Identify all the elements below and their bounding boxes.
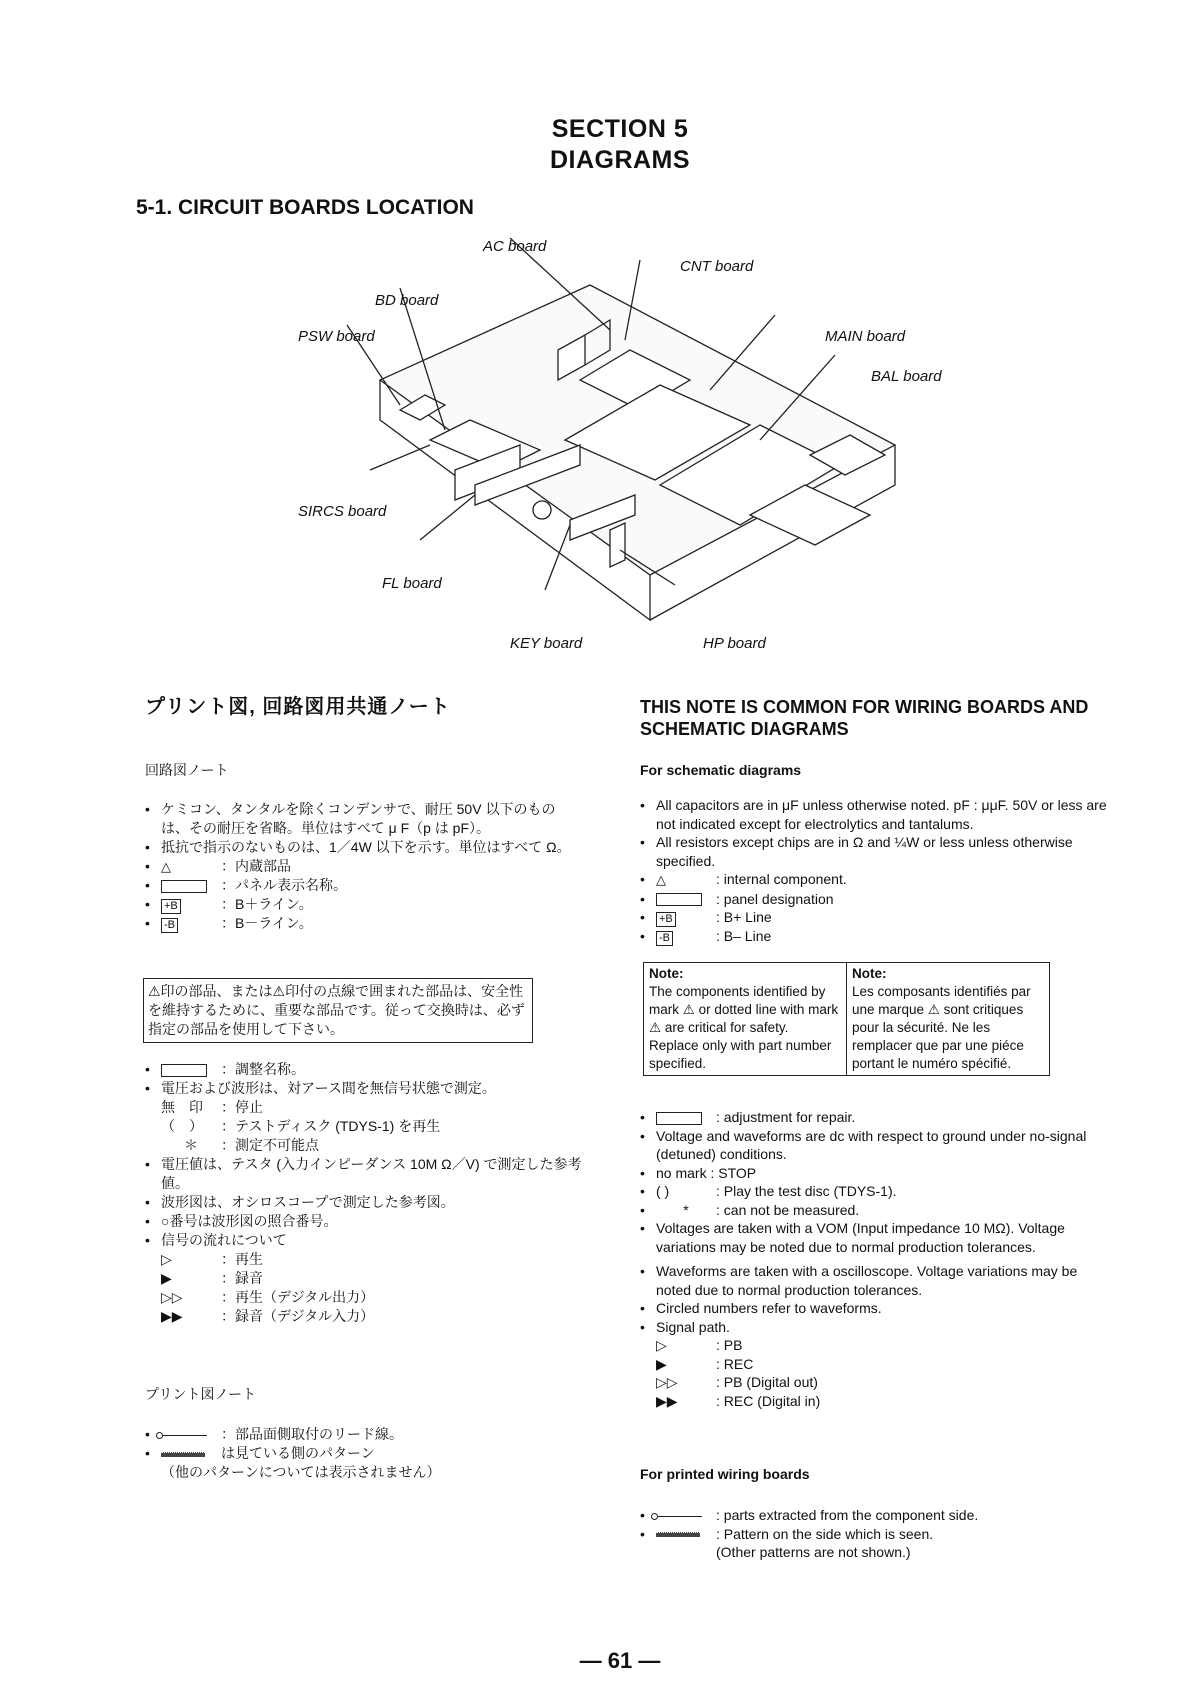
en-schematic-notes bbox=[640, 796, 1110, 946]
en-note-osc: • Waveforms are taken with a oscilloscope. Voltage variations may be noted due to normal production tolerances. bbox=[640, 1262, 1110, 1299]
section-title: DIAGRAMS bbox=[549, 146, 691, 174]
jp-note-voltage-tester: • 電圧値は、テスタ (入力インピーダンス 10M Ω／V) で測定した参考値。 bbox=[145, 1155, 585, 1193]
jp-note-star: ＊ ：測定不可能点 bbox=[184, 1137, 319, 1153]
en-note-bminus: • -B : B– Line bbox=[640, 927, 1110, 946]
en-measurement-notes bbox=[640, 1108, 1110, 1410]
en-note-title: THIS NOTE IS COMMON FOR WIRING BOARDS AND SCHEMATIC DIAGRAMS bbox=[640, 697, 1089, 739]
en-note-capacitor: • All capacitors are in μF unless otherwise noted. pF : μμF. 50V or less are not indicated except for electrolytics and tantalums. bbox=[640, 796, 1110, 833]
en-note-circled: • Circled numbers refer to waveforms. bbox=[640, 1299, 1110, 1318]
en-note-bplus: • +B : B+ Line bbox=[640, 908, 1110, 927]
pb-arrow-icon: ▷ bbox=[656, 1337, 667, 1353]
en-signal-rec: ▶ : REC bbox=[656, 1355, 754, 1372]
lead-wire-icon bbox=[161, 1435, 207, 1436]
pb-digital-arrow-icon: ▷▷ bbox=[161, 1289, 183, 1305]
label-cnt-board: CNT board bbox=[680, 258, 754, 275]
label-hp-board: HP board bbox=[703, 635, 766, 652]
label-main-board: MAIN board bbox=[825, 328, 906, 345]
bplus-icon: +B bbox=[656, 912, 676, 927]
panel-box-icon bbox=[161, 880, 207, 893]
jp-note-pattern2: （他のパターンについては表示されません） bbox=[161, 1464, 441, 1480]
rec-digital-arrow-icon: ▶▶ bbox=[161, 1308, 183, 1324]
section-number: SECTION 5 bbox=[551, 115, 689, 143]
jp-note-signal: • 信号の流れについて bbox=[145, 1231, 585, 1250]
jp-note-capacitor: • ケミコン、タンタルを除くコンデンサで、耐圧 50V 以下のものは、その耐圧を省略。単位はすべて μ F（p は pF）。 bbox=[145, 800, 575, 838]
en-note-signal: • Signal path. bbox=[640, 1318, 1110, 1337]
jp-schematic-notes bbox=[145, 800, 575, 933]
note-french-cell: Note: Les composants identifiés par une marque ⚠ sont critiques pour la sécurité. Ne les remplacer que par une piéce portant le numéro spécifié. bbox=[847, 963, 1050, 1076]
subsection-title: 5-1. CIRCUIT BOARDS LOCATION bbox=[136, 196, 474, 219]
jp-print-notes bbox=[145, 1425, 585, 1482]
section-heading bbox=[0, 114, 1191, 176]
en-signal-pb-digital: ▷▷ : PB (Digital out) bbox=[656, 1374, 818, 1390]
jp-measurement-notes bbox=[145, 1060, 585, 1326]
label-bal-board: BAL board bbox=[871, 368, 942, 385]
en-note-resistor: • All resistors except chips are in Ω and ¼W or less unless otherwise specified. bbox=[640, 833, 1110, 870]
jp-safety-note-box: ⚠印の部品、または⚠印付の点線で囲まれた部品は、安全性を維持するために、重要な部品です。従って交換時は、必ず指定の部品を使用して下さい。 bbox=[143, 978, 533, 1043]
label-fl-board: FL board bbox=[382, 575, 442, 592]
jp-note-pattern: • は見ている側のパターン bbox=[145, 1444, 585, 1463]
en-note-nomark: • no mark : STOP bbox=[640, 1164, 1110, 1183]
jp-schematic-heading: 回路図ノート bbox=[145, 762, 229, 778]
label-ac-board: AC board bbox=[483, 238, 547, 255]
jp-note-title: プリント図, 回路図用共通ノート bbox=[145, 696, 451, 718]
en-note-panel: • : panel designation bbox=[640, 890, 1110, 909]
jp-signal-rec: ▶ ：録音 bbox=[161, 1270, 263, 1286]
rec-arrow-icon: ▶ bbox=[656, 1355, 667, 1372]
jp-note-circled: • ○番号は波形図の照合番号。 bbox=[145, 1212, 585, 1231]
label-bd-board: BD board bbox=[375, 292, 439, 309]
rec-arrow-icon: ▶ bbox=[161, 1270, 172, 1286]
jp-note-nomark: 無 印 ：停止 bbox=[161, 1099, 263, 1115]
page-number: — 61 — bbox=[579, 1648, 661, 1673]
en-note-vom: • Voltages are taken with a VOM (Input impedance 10 MΩ). Voltage variations may be noted due to normal production tolerances. bbox=[640, 1219, 1110, 1256]
en-note-paren: • ( ) : Play the test disc (TDYS-1). bbox=[640, 1182, 1110, 1201]
en-schematic-heading: For schematic diagrams bbox=[640, 762, 802, 778]
jp-note-voltage-wave: • 電圧および波形は、対アース間を無信号状態で測定。 bbox=[145, 1079, 585, 1098]
bplus-icon: +B bbox=[161, 899, 181, 914]
pb-arrow-icon: ▷ bbox=[161, 1251, 172, 1267]
jp-note-panel: • ：パネル表示名称。 bbox=[145, 876, 575, 895]
en-note-voltage-dc: • Voltage and waveforms are dc with respect to ground under no-signal (detuned) conditions. bbox=[640, 1127, 1110, 1164]
label-sircs-board: SIRCS board bbox=[298, 503, 387, 520]
pattern-icon bbox=[656, 1532, 700, 1537]
jp-note-adjust: • ：調整名称。 bbox=[145, 1060, 585, 1079]
lead-wire-icon bbox=[656, 1516, 702, 1517]
jp-note-waveform: • 波形図は、オシロスコープで測定した参考図。 bbox=[145, 1193, 585, 1212]
en-note-internal: • △ : internal component. bbox=[640, 870, 1110, 890]
bminus-icon: -B bbox=[656, 931, 673, 946]
en-note-star: • * : can not be measured. bbox=[640, 1201, 1110, 1220]
en-signal-rec-digital: ▶▶ : REC (Digital in) bbox=[656, 1392, 821, 1409]
en-print-heading: For printed wiring boards bbox=[640, 1466, 810, 1482]
jp-signal-rec-digital: ▶▶ ：録音（デジタル入力） bbox=[161, 1308, 375, 1324]
jp-note-resistor: • 抵抗で指示のないものは、1／4W 以下を示す。単位はすべて Ω。 bbox=[145, 838, 575, 857]
en-safety-note-table bbox=[643, 962, 1050, 1076]
pattern-icon bbox=[161, 1452, 205, 1457]
jp-note-internal: • △ ：内蔵部品 bbox=[145, 857, 575, 876]
bminus-icon: -B bbox=[161, 918, 178, 933]
en-note-adjust: • : adjustment for repair. bbox=[640, 1108, 1110, 1127]
jp-note-paren: （ ） ：テストディスク (TDYS-1) を再生 bbox=[161, 1118, 441, 1134]
rec-digital-arrow-icon: ▶▶ bbox=[656, 1392, 678, 1409]
label-key-board: KEY board bbox=[510, 635, 583, 652]
label-psw-board: PSW board bbox=[298, 328, 375, 345]
triangle-icon: △ bbox=[656, 872, 666, 887]
en-note-lead: • : parts extracted from the component side. bbox=[640, 1506, 1110, 1525]
jp-note-bplus: • +B ：B＋ライン。 bbox=[145, 895, 575, 914]
circuit-boards-figure bbox=[280, 230, 942, 652]
chassis-drawing bbox=[280, 230, 900, 650]
triangle-icon: △ bbox=[161, 859, 171, 874]
en-signal-pb: ▷ : PB bbox=[656, 1337, 743, 1353]
jp-print-heading: プリント図ノート bbox=[145, 1386, 257, 1402]
jp-signal-pb-digital: ▷▷ ：再生（デジタル出力） bbox=[161, 1289, 375, 1305]
jp-note-bminus: • -B ：B－ライン。 bbox=[145, 914, 575, 933]
en-note-pattern: • : Pattern on the side which is seen. bbox=[640, 1525, 1110, 1544]
en-note-pattern2: (Other patterns are not shown.) bbox=[716, 1544, 911, 1560]
jp-signal-pb: ▷ ：再生 bbox=[161, 1251, 263, 1267]
adjust-box-icon bbox=[656, 1112, 702, 1125]
en-print-notes bbox=[640, 1506, 1110, 1562]
pb-digital-arrow-icon: ▷▷ bbox=[656, 1374, 678, 1390]
adjust-box-icon bbox=[161, 1064, 207, 1077]
jp-note-lead: • ：部品面側取付のリード線。 bbox=[145, 1425, 585, 1444]
note-english-cell: Note: The components identified by mark ⚠ or dotted line with mark ⚠ are critical for safety. Replace only with part number specified. bbox=[644, 963, 847, 1076]
panel-box-icon bbox=[656, 893, 702, 906]
